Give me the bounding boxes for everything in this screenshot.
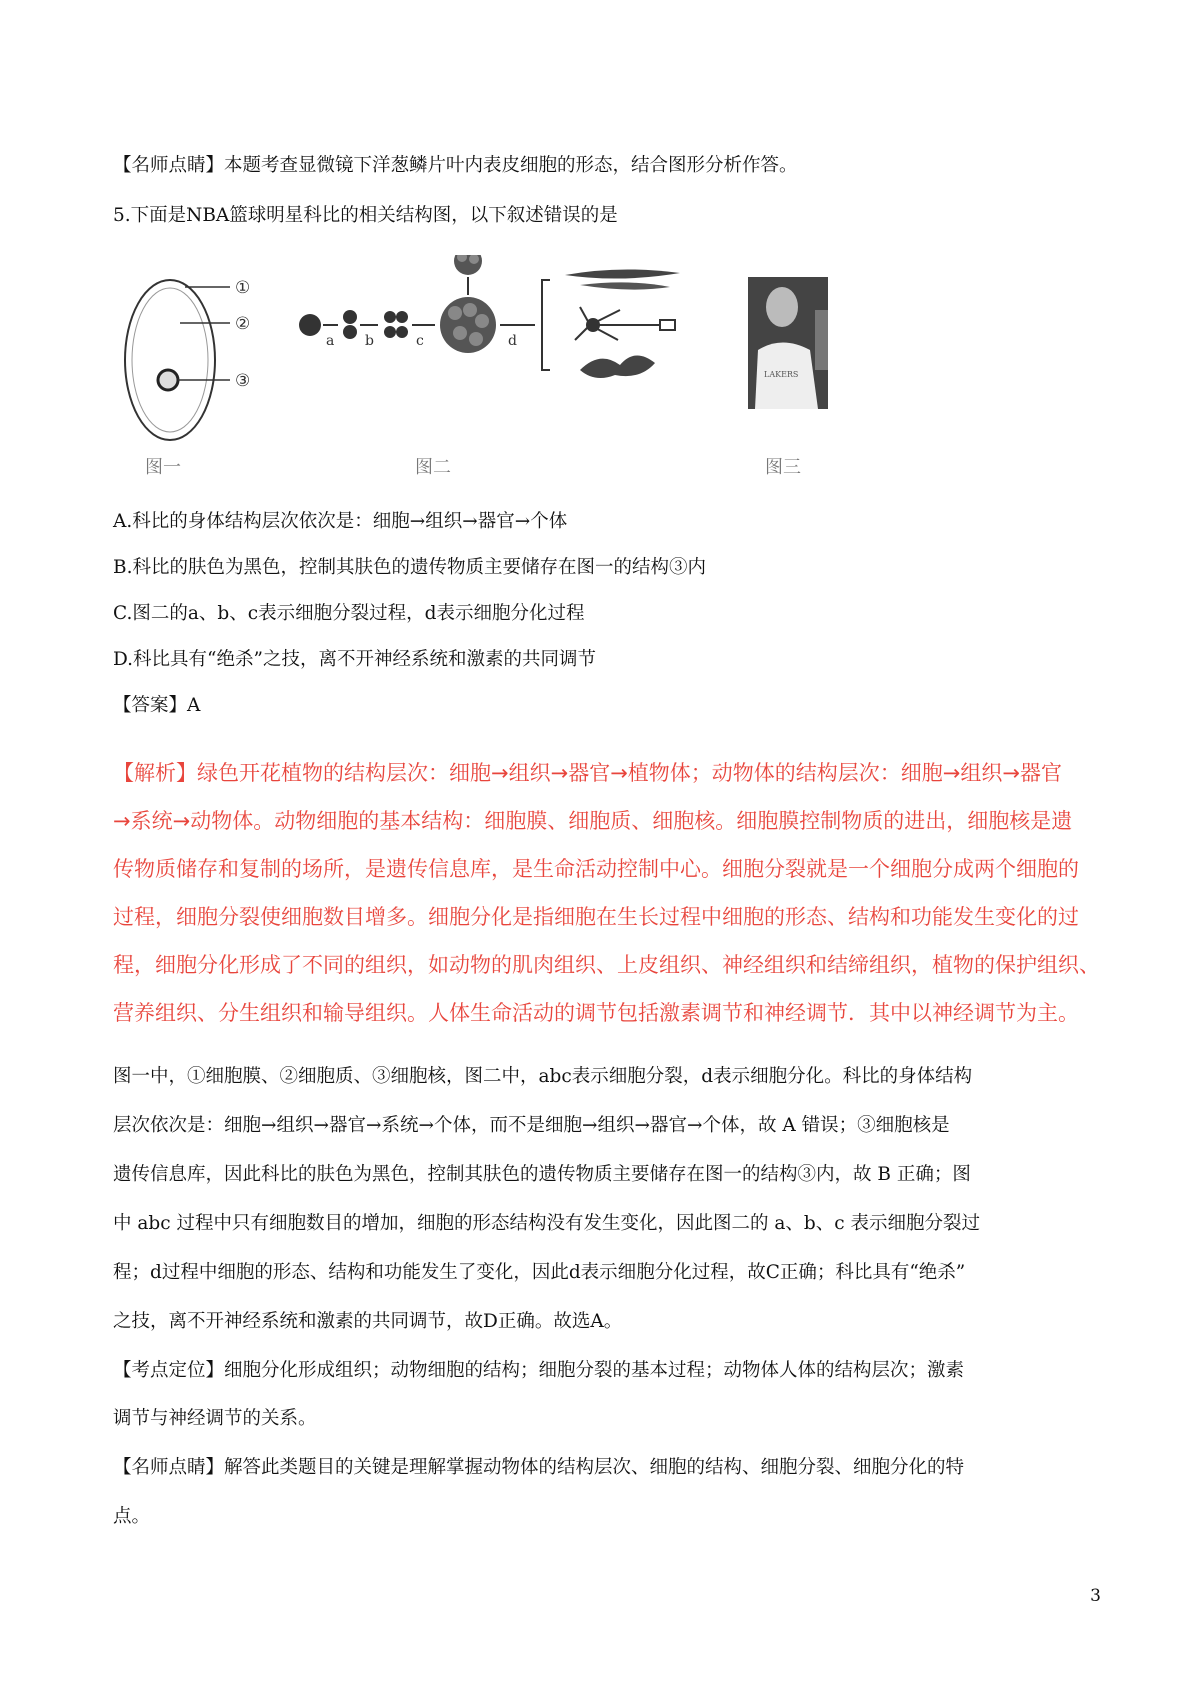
answer: 【答案】A — [113, 695, 201, 716]
fig3-photo — [748, 277, 828, 478]
arrow-a: a — [326, 333, 335, 349]
analysis-body-line-1: 图一中，①细胞膜、②细胞质、③细胞核，图二中，abc表示细胞分裂，d表示细胞分化。科比的身体结构 — [113, 1066, 973, 1087]
analysis-body-line-4: 中 abc 过程中只有细胞数目的增加，细胞的形态结构没有发生变化，因此图二的 a、b、c 表示细胞分裂过 — [113, 1213, 980, 1234]
fig2-division-diagram — [299, 255, 680, 478]
analysis-body-line-3: 遗传信息库，因此科比的肤色为黑色，控制其肤色的遗传物质主要储存在图一的结构③内，故 B 正确；图 — [113, 1164, 971, 1185]
analysis-red-line-5: 程，细胞分化形成了不同的组织，如动物的肌肉组织、上皮组织、神经组织和结缔组织，植物的保护组织、 — [113, 953, 1100, 977]
arrow-b: b — [365, 333, 374, 349]
option-c: C.图二的a、b、c表示细胞分裂过程，d表示细胞分化过程 — [113, 603, 585, 624]
question-stem: 5.下面是NBA篮球明星科比的相关结构图，以下叙述错误的是 — [113, 205, 618, 226]
page-number: 3 — [1090, 1586, 1101, 1606]
analysis-red-line-4: 过程，细胞分裂使细胞数目增多。细胞分化是指细胞在生长过程中细胞的形态、结构和功能发生变化的过 — [113, 905, 1079, 929]
kaodian-line-2: 调节与神经调节的关系。 — [113, 1408, 317, 1429]
marker-3: ③ — [235, 371, 251, 391]
jersey-text: LAKERS — [764, 370, 799, 379]
mingshi-line-1: 【名师点睛】解答此类题目的关键是理解掌握动物体的结构层次、细胞的结构、细胞分裂、细胞分化的特 — [113, 1457, 965, 1478]
analysis-body-line-6: 之技，离不开神经系统和激素的共同调节，故D正确。故选A。 — [113, 1311, 623, 1332]
mingshi-line-2: 点。 — [113, 1506, 151, 1527]
fig3-label: 图三 — [765, 457, 801, 478]
marker-1: ① — [235, 278, 251, 298]
header-note: 【名师点睛】本题考查显微镜下洋葱鳞片叶内表皮细胞的形态，结合图形分析作答。 — [113, 155, 798, 176]
fig2-label: 图二 — [415, 457, 451, 478]
analysis-red-line-6: 营养组织、分生组织和输导组织。人体生命活动的调节包括激素调节和神经调节．其中以神经调节为主。 — [113, 1001, 1079, 1025]
marker-2: ② — [235, 314, 251, 334]
kaodian-line-1: 【考点定位】细胞分化形成组织；动物细胞的结构；细胞分裂的基本过程；动物体人体的结构层次；激素 — [113, 1360, 965, 1381]
arrow-c: c — [416, 333, 424, 349]
fig1-label: 图一 — [145, 457, 181, 478]
option-a: A.科比的身体结构层次依次是：细胞→组织→器官→个体 — [113, 511, 568, 532]
figure-group — [110, 255, 910, 485]
analysis-body-line-2: 层次依次是：细胞→组织→器官→系统→个体，而不是细胞→组织→器官→个体，故 A 错误；③细胞核是 — [113, 1115, 950, 1136]
analysis-red-line-2: →系统→动物体。动物细胞的基本结构：细胞膜、细胞质、细胞核。细胞膜控制物质的进出，细胞核是遗 — [113, 809, 1073, 833]
analysis-body-line-5: 程；d过程中细胞的形态、结构和功能发生了变化，因此d表示细胞分化过程，故C正确；科比具有“绝杀” — [113, 1262, 966, 1283]
analysis-red-line-1: 【解析】绿色开花植物的结构层次：细胞→组织→器官→植物体；动物体的结构层次：细胞→组织→器官 — [113, 761, 1062, 785]
analysis-red-line-3: 传物质储存和复制的场所，是遗传信息库，是生命活动控制中心。细胞分裂就是一个细胞分成两个细胞的 — [113, 857, 1079, 881]
arrow-d: d — [508, 333, 517, 349]
option-d: D.科比具有“绝杀”之技，离不开神经系统和激素的共同调节 — [113, 649, 596, 670]
fig1-cell-diagram — [125, 278, 250, 478]
option-b: B.科比的肤色为黑色，控制其肤色的遗传物质主要储存在图一的结构③内 — [113, 557, 706, 578]
